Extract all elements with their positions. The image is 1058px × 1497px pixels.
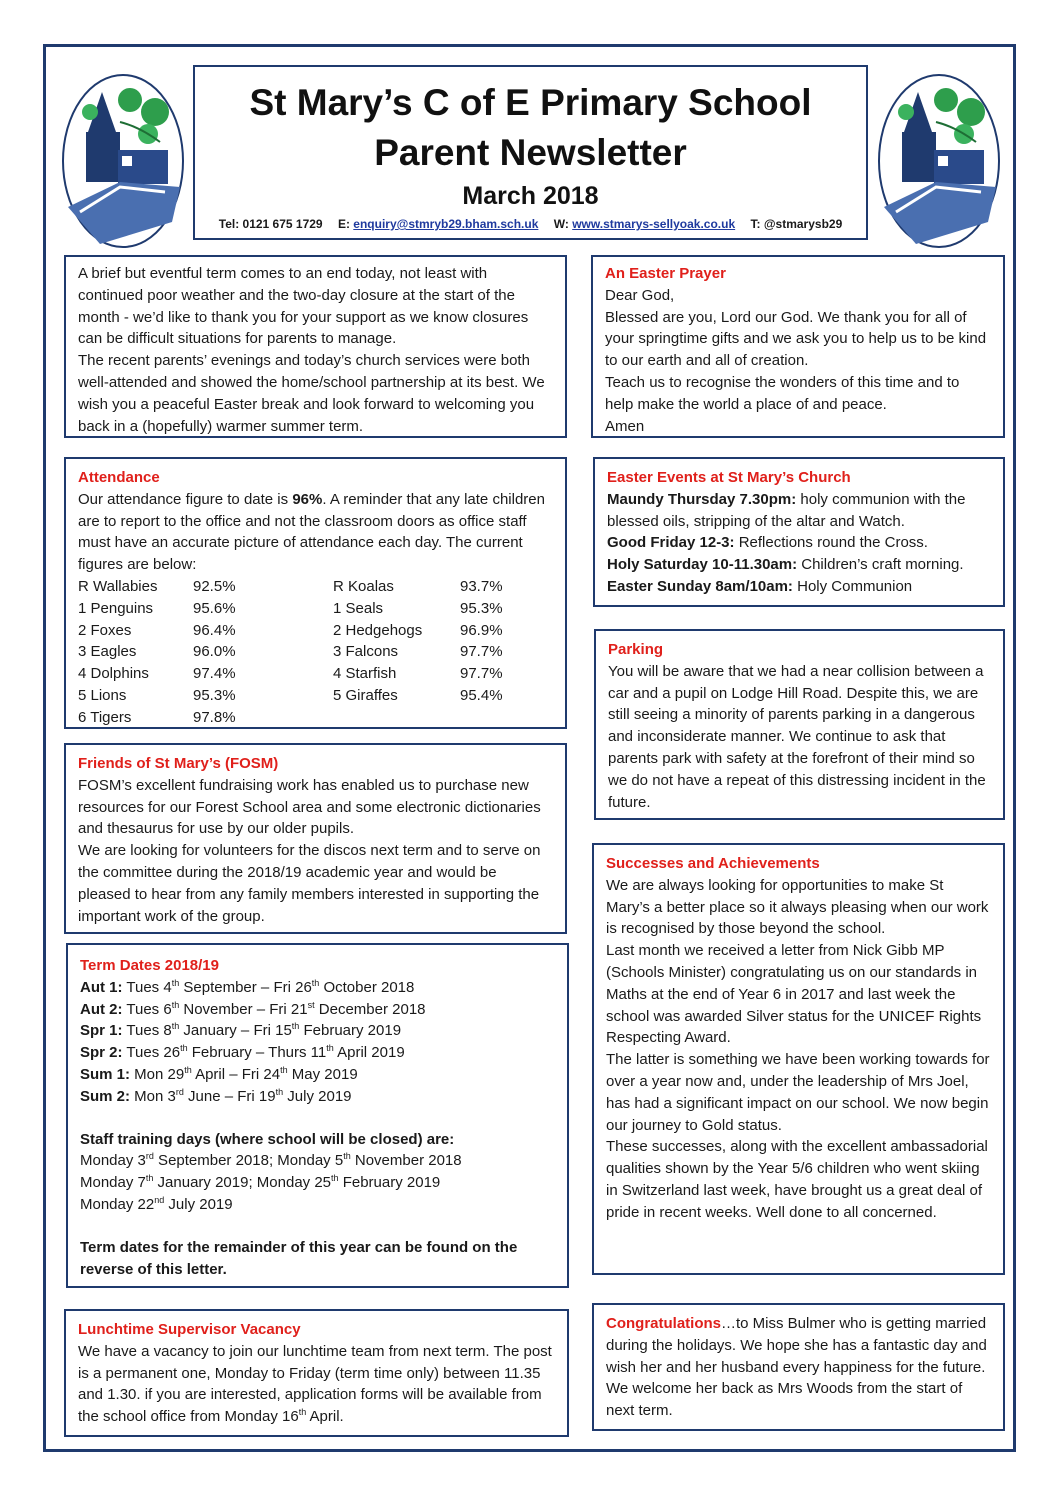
term-sum2: Sum 2: Mon 3rd June – Fri 19th July 2019 bbox=[80, 1086, 352, 1105]
term-dates-box bbox=[66, 943, 569, 1288]
attendance-figure: 96% bbox=[292, 490, 323, 508]
term-label: Aut 2: bbox=[80, 1000, 123, 1018]
newsletter-header bbox=[193, 65, 868, 240]
term-dates-title: Term Dates 2018/19 bbox=[80, 957, 219, 974]
class-name bbox=[333, 707, 460, 729]
fosm-title: Friends of St Mary’s (FOSM) bbox=[78, 755, 279, 772]
term-label: Aut 1: bbox=[80, 978, 123, 996]
event-text: Children’s craft morning. bbox=[797, 556, 964, 574]
term-label: Spr 2: bbox=[80, 1044, 123, 1062]
congratulations-box bbox=[592, 1303, 1005, 1431]
event-item bbox=[607, 554, 991, 576]
successes-paragraph-1: We are always looking for opportunities to make St Mary’s a better place so it always pleasing when our work is recognised by those beyond the school. bbox=[606, 876, 989, 938]
newsletter-title: Parent Newsletter bbox=[374, 132, 687, 173]
telephone: Tel: 0121 675 1729 bbox=[218, 217, 323, 231]
term-aut1: Aut 1: Tues 4th September – Fri 26th October 2018 bbox=[80, 977, 415, 996]
successes-box bbox=[592, 843, 1005, 1275]
term-spr2: Spr 2: Tues 26th February – Thurs 11th April 2019 bbox=[80, 1043, 405, 1062]
contact-line bbox=[195, 217, 866, 231]
attendance-intro-a: Our attendance figure to date is bbox=[78, 490, 293, 508]
class-figure: 97.7% bbox=[460, 665, 503, 683]
class-figure: 96.0% bbox=[193, 643, 236, 661]
class-name: 1 Seals bbox=[333, 599, 384, 617]
term-label: Sum 1: bbox=[80, 1065, 131, 1083]
class-name: R Wallabies bbox=[78, 577, 158, 595]
intro-box bbox=[64, 255, 567, 438]
newsletter-date: March 2018 bbox=[462, 182, 599, 210]
successes-paragraph-4: These successes, along with the excellent ambassadorial qualities shown by the Year 5/6 children who went skiing in Switzerland last week, have brought us a great deal of pride in recent weeks. Well done to all concerned. bbox=[606, 1138, 988, 1221]
fosm-box bbox=[64, 743, 567, 934]
congratulations-title: Congratulations bbox=[606, 1315, 721, 1332]
parking-text: You will be aware that we had a near collision between a car and a pupil on Lodge Hill Road. Despite this, we are still seeing a minority of parents parking in a dangerous and inconsiderate manner. We continue to ask that parents park with safety at the forefront of their mind so we do not have a repeat of this distressing incident in the future. bbox=[608, 662, 986, 811]
training-line-3: Monday 22nd July 2019 bbox=[80, 1194, 233, 1213]
class-figure: 96.9% bbox=[460, 621, 503, 639]
easter-events-title: Easter Events at St Mary’s Church bbox=[607, 469, 851, 486]
event-text: Holy Communion bbox=[792, 577, 913, 595]
attendance-table bbox=[78, 576, 553, 729]
prayer-line-1: Dear God, bbox=[605, 286, 675, 304]
event-label: Maundy Thursday 7.30pm: bbox=[607, 490, 797, 508]
class-figure: 95.6% bbox=[193, 599, 236, 617]
event-text: Reflections round the Cross. bbox=[734, 534, 928, 552]
school-name: St Mary’s C of E Primary School bbox=[249, 82, 812, 123]
training-heading: Staff training days (where school will be closed) are: bbox=[80, 1130, 455, 1148]
intro-paragraph-2: The recent parents’ evenings and today’s church services were both well-attended and showed the home/school partnership at its best. We wish you a peaceful Easter break and look forward to welcoming you back in a (hopefully) warmer summer term. bbox=[78, 352, 545, 435]
term-aut2: Aut 2: Tues 6th November – Fri 21st December 2018 bbox=[80, 999, 426, 1018]
event-label: Good Friday 12-3: bbox=[607, 534, 735, 552]
congratulations-text bbox=[606, 1313, 991, 1422]
class-name: 4 Dolphins bbox=[78, 665, 149, 683]
congratulations-body: …to Miss Bulmer who is getting married during the holidays. We hope she has a fantastic day and wish her and her husband every happiness for the future. We welcome her back as Mrs Woods from the start of next term. bbox=[606, 1315, 987, 1420]
class-figure bbox=[460, 707, 520, 729]
intro-paragraph-1: A brief but eventful term comes to an end today, not least with continued poor weather and the two-day closure at the start of the month - we’d like to thank you for your support as we know closures can be difficult situations for parents to manage. bbox=[78, 265, 529, 348]
easter-prayer-title: An Easter Prayer bbox=[605, 265, 726, 282]
class-figure: 92.5% bbox=[193, 577, 236, 595]
easter-events-box bbox=[593, 457, 1005, 607]
class-figure: 97.8% bbox=[193, 708, 236, 726]
email-prefix: E: bbox=[337, 217, 350, 231]
class-name: 2 Foxes bbox=[78, 621, 132, 639]
twitter-handle: T: @stmarysb29 bbox=[750, 217, 843, 231]
class-name: 3 Eagles bbox=[78, 643, 137, 661]
successes-paragraph-2: Last month we received a letter from Nick Gibb MP (Schools Minister) congratulating us on our standards in Maths at the end of Year 6 in 2017 and last week the school was awarded Silver status for the UNICEF Rights Respecting Award. bbox=[606, 942, 982, 1047]
event-item bbox=[607, 576, 991, 598]
class-name: R Koalas bbox=[333, 577, 394, 595]
event-label: Easter Sunday 8am/10am: bbox=[607, 577, 793, 595]
attendance-intro bbox=[78, 489, 553, 576]
class-name: 5 Lions bbox=[78, 686, 127, 704]
class-figure: 95.3% bbox=[193, 686, 236, 704]
event-item bbox=[607, 489, 991, 533]
prayer-line-4: Amen bbox=[605, 417, 645, 435]
lunchtime-sup: th bbox=[298, 1407, 307, 1418]
class-figure: 97.4% bbox=[193, 665, 236, 683]
lunchtime-box bbox=[64, 1309, 569, 1437]
prayer-line-2: Blessed are you, Lord our God. We thank you for all of your springtime gifts and we ask you to help us to be kind to our earth and all of creation. bbox=[605, 308, 987, 370]
school-logo-right bbox=[876, 72, 1002, 250]
fosm-paragraph-2: We are looking for volunteers for the discos next term and to serve on the committee during the 2018/19 academic year and would be pleased to hear from any family members interested in supporting the important work of the group. bbox=[78, 842, 541, 925]
fosm-paragraph-1: FOSM’s excellent fundraising work has enabled us to purchase new resources for our Forest School area and some electronic dictionaries and thesaurus for use by our older pupils. bbox=[78, 776, 541, 838]
event-text: holy communion with the blessed oils, stripping of the altar and Watch. bbox=[607, 490, 966, 530]
email-link[interactable]: enquiry@stmryb29.bham.sch.uk bbox=[353, 217, 539, 231]
school-logo-left bbox=[60, 72, 186, 250]
attendance-intro-b: . A reminder that any late children are to report to the office and not the classroom doors as office staff must have an accurate picture of attendance each day. The current figures are below: bbox=[78, 490, 545, 574]
lunchtime-title: Lunchtime Supervisor Vacancy bbox=[78, 1321, 301, 1338]
class-name: 6 Tigers bbox=[78, 708, 132, 726]
event-item bbox=[607, 532, 991, 554]
class-name: 4 Starfish bbox=[333, 665, 397, 683]
easter-prayer-box bbox=[591, 255, 1005, 438]
class-name: 3 Falcons bbox=[333, 643, 399, 661]
web-prefix: W: bbox=[553, 217, 569, 231]
term-label: Sum 2: bbox=[80, 1087, 131, 1105]
term-sum1: Sum 1: Mon 29th April – Fri 24th May 2019 bbox=[80, 1064, 358, 1083]
class-name: 2 Hedgehogs bbox=[333, 621, 423, 639]
term-label: Spr 1: bbox=[80, 1022, 123, 1040]
lunchtime-text bbox=[78, 1341, 555, 1428]
term-dates-footer: Term dates for the remainder of this year can be found on the reverse of this letter. bbox=[80, 1238, 518, 1278]
successes-title: Successes and Achievements bbox=[606, 855, 820, 872]
website-link[interactable]: www.stmarys-sellyoak.co.uk bbox=[572, 217, 736, 231]
successes-paragraph-3: The latter is something we have been working towards for over a year now and, under the leadership of Mrs Joel, has had a significant impact on our school. We now begin our journey to Gold status. bbox=[606, 1051, 990, 1134]
class-figure: 96.4% bbox=[193, 621, 236, 639]
class-figure: 93.7% bbox=[460, 577, 503, 595]
class-figure: 97.7% bbox=[460, 643, 503, 661]
lunchtime-text-a: We have a vacancy to join our lunchtime team from next term. The post is a permanent one, Monday to Friday (term time only) between 11.35 and 1.30. if you are interested, application forms will be available from the school office from Monday 16 bbox=[78, 1342, 552, 1426]
parking-box bbox=[594, 629, 1005, 820]
prayer-line-3: Teach us to recognise the wonders of this time and to help make the world a place of and peace. bbox=[605, 373, 960, 413]
parking-title: Parking bbox=[608, 641, 664, 658]
training-line-2: Monday 7th January 2019; Monday 25th February 2019 bbox=[80, 1173, 441, 1192]
class-name: 1 Penguins bbox=[78, 599, 154, 617]
lunchtime-text-b: April. bbox=[306, 1408, 344, 1426]
term-spr1: Spr 1: Tues 8th January – Fri 15th February 2019 bbox=[80, 1021, 402, 1040]
event-label: Holy Saturday 10-11.30am: bbox=[607, 556, 798, 574]
attendance-box bbox=[64, 457, 567, 729]
class-name: 5 Giraffes bbox=[333, 686, 398, 704]
class-figure: 95.3% bbox=[460, 599, 503, 617]
attendance-title: Attendance bbox=[78, 469, 160, 486]
class-figure: 95.4% bbox=[460, 686, 503, 704]
training-line-1: Monday 3rd September 2018; Monday 5th November 2018 bbox=[80, 1151, 462, 1170]
